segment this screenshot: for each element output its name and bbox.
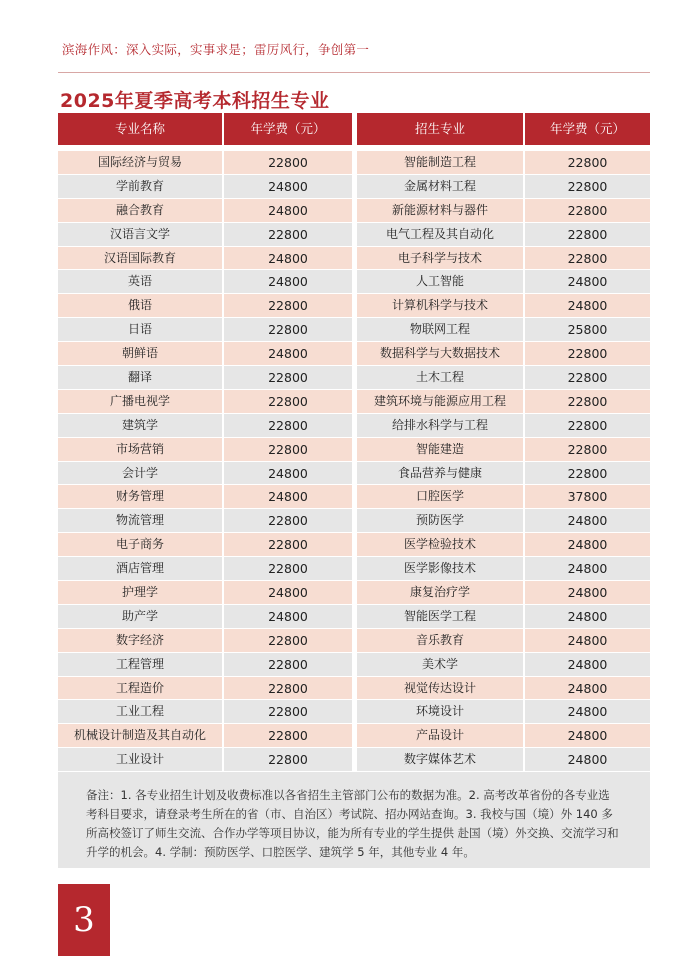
table-row — [58, 485, 650, 509]
tuition-cell: 22800 — [224, 629, 352, 652]
tuition-cell: 22800 — [525, 223, 650, 246]
major-name-cell: 建筑学 — [58, 414, 222, 437]
major-name-cell: 机械设计制造及其自动化 — [58, 724, 222, 747]
major-name-cell: 日语 — [58, 318, 222, 341]
table-row — [58, 294, 650, 318]
header-tagline: 滨海作风：深入实际，实事求是；雷厉风行，争创第一 — [62, 42, 370, 57]
tuition-cell: 22800 — [224, 509, 352, 532]
tuition-cell: 24800 — [224, 247, 352, 270]
enrollment-major-cell: 食品营养与健康 — [357, 462, 523, 485]
tuition-cell: 22800 — [224, 294, 352, 317]
table-row — [58, 724, 650, 748]
table-row — [58, 700, 650, 724]
major-name-cell: 财务管理 — [58, 485, 222, 508]
tuition-cell: 22800 — [525, 151, 650, 174]
major-name-cell: 融合教育 — [58, 199, 222, 222]
table-row — [58, 581, 650, 605]
tuition-cell: 22800 — [224, 700, 352, 723]
header-tuition-right: 年学费（元） — [525, 113, 650, 145]
tuition-cell: 24800 — [224, 485, 352, 508]
table-row — [58, 462, 650, 486]
tuition-cell: 22800 — [525, 438, 650, 461]
tuition-cell: 24800 — [525, 629, 650, 652]
major-name-cell: 数字经济 — [58, 629, 222, 652]
major-name-cell: 护理学 — [58, 581, 222, 604]
tuition-cell: 22800 — [224, 533, 352, 556]
major-name-cell: 工程管理 — [58, 653, 222, 676]
enrollment-major-cell: 音乐教育 — [357, 629, 523, 652]
tuition-cell: 37800 — [525, 485, 650, 508]
notes-box: 备注：1. 各专业招生计划及收费标准以各省招生主管部门公布的数据为准。2. 高考改革省份的各专业选考科目要求，请登录考生所在的省（市、自治区）考试院、招办网站查询。3. 我校与国（境）外 140 多所高校签订了师生交流、合作办学等项目协议，能为所有专业的学生提供 赴国（境）外交换、交流学习和升学的机会。4. 学制：预防医学、口腔医学、建筑学 5 年，其他专业 4 年。 — [58, 772, 650, 868]
table-row — [58, 509, 650, 533]
enrollment-major-cell: 视觉传达设计 — [357, 677, 523, 700]
enrollment-major-cell: 康复治疗学 — [357, 581, 523, 604]
header-divider — [58, 72, 650, 73]
enrollment-major-cell: 给排水科学与工程 — [357, 414, 523, 437]
tuition-cell: 22800 — [224, 151, 352, 174]
enrollment-major-cell: 建筑环境与能源应用工程 — [357, 390, 523, 413]
major-name-cell: 国际经济与贸易 — [58, 151, 222, 174]
tuition-cell: 22800 — [224, 724, 352, 747]
major-name-cell: 工业设计 — [58, 748, 222, 771]
tuition-cell: 22800 — [224, 748, 352, 771]
major-name-cell: 广播电视学 — [58, 390, 222, 413]
major-name-cell: 汉语言文学 — [58, 223, 222, 246]
tuition-cell: 24800 — [224, 605, 352, 628]
major-name-cell: 朝鲜语 — [58, 342, 222, 365]
tuition-cell: 22800 — [224, 318, 352, 341]
enrollment-major-cell: 土木工程 — [357, 366, 523, 389]
table-row — [58, 318, 650, 342]
enrollment-major-cell: 物联网工程 — [357, 318, 523, 341]
major-name-cell: 工程造价 — [58, 677, 222, 700]
enrollment-major-cell: 人工智能 — [357, 270, 523, 293]
tuition-cell: 24800 — [525, 605, 650, 628]
header-enrollment-major: 招生专业 — [357, 113, 523, 145]
table-row — [58, 247, 650, 271]
tuition-cell: 24800 — [525, 677, 650, 700]
tuition-cell: 24800 — [525, 581, 650, 604]
tuition-cell: 24800 — [224, 581, 352, 604]
tuition-cell: 22800 — [525, 342, 650, 365]
tuition-cell: 24800 — [224, 462, 352, 485]
header-major-name: 专业名称 — [58, 113, 222, 145]
enrollment-major-cell: 医学检验技术 — [357, 533, 523, 556]
table-row — [58, 605, 650, 629]
tuition-cell: 24800 — [224, 270, 352, 293]
enrollment-major-cell: 智能医学工程 — [357, 605, 523, 628]
major-name-cell: 英语 — [58, 270, 222, 293]
table-row — [58, 151, 650, 175]
tuition-cell: 22800 — [224, 653, 352, 676]
major-name-cell: 助产学 — [58, 605, 222, 628]
enrollment-major-cell: 电子科学与技术 — [357, 247, 523, 270]
tuition-cell: 22800 — [224, 677, 352, 700]
table-row — [58, 629, 650, 653]
enrollment-major-cell: 数字媒体艺术 — [357, 748, 523, 771]
tuition-cell: 22800 — [224, 223, 352, 246]
enrollment-major-cell: 产品设计 — [357, 724, 523, 747]
table-row — [58, 653, 650, 677]
tuition-cell: 24800 — [525, 294, 650, 317]
enrollment-major-cell: 金属材料工程 — [357, 175, 523, 198]
enrollment-major-cell: 口腔医学 — [357, 485, 523, 508]
tuition-cell: 24800 — [525, 724, 650, 747]
page-title: 2025年夏季高考本科招生专业 — [60, 90, 330, 112]
major-name-cell: 俄语 — [58, 294, 222, 317]
tuition-cell: 22800 — [525, 414, 650, 437]
tuition-cell: 24800 — [525, 748, 650, 771]
enrollment-major-cell: 美术学 — [357, 653, 523, 676]
tuition-cell: 24800 — [525, 653, 650, 676]
enrollment-major-cell: 计算机科学与技术 — [357, 294, 523, 317]
major-name-cell: 物流管理 — [58, 509, 222, 532]
tuition-cell: 22800 — [224, 557, 352, 580]
major-name-cell: 电子商务 — [58, 533, 222, 556]
major-name-cell: 汉语国际教育 — [58, 247, 222, 270]
table-row — [58, 557, 650, 581]
table-row — [58, 270, 650, 294]
table-row — [58, 223, 650, 247]
tuition-cell: 22800 — [224, 390, 352, 413]
table-row — [58, 366, 650, 390]
enrollment-major-cell: 医学影像技术 — [357, 557, 523, 580]
table-body — [58, 151, 650, 772]
tuition-cell: 24800 — [224, 342, 352, 365]
tuition-cell: 22800 — [525, 366, 650, 389]
table-row — [58, 414, 650, 438]
enrollment-major-cell: 预防医学 — [357, 509, 523, 532]
major-name-cell: 翻译 — [58, 366, 222, 389]
header-tuition-left: 年学费（元） — [224, 113, 352, 145]
enrollment-major-cell: 智能建造 — [357, 438, 523, 461]
tuition-cell: 22800 — [525, 247, 650, 270]
tuition-cell: 22800 — [224, 438, 352, 461]
tuition-cell: 22800 — [525, 462, 650, 485]
table-row — [58, 199, 650, 223]
table-row — [58, 438, 650, 462]
tuition-cell: 22800 — [525, 390, 650, 413]
page-number-badge: 3 — [58, 884, 110, 956]
tuition-cell: 24800 — [525, 509, 650, 532]
tuition-cell: 24800 — [525, 700, 650, 723]
tuition-cell: 24800 — [224, 199, 352, 222]
major-name-cell: 会计学 — [58, 462, 222, 485]
tuition-cell: 24800 — [525, 557, 650, 580]
major-name-cell: 市场营销 — [58, 438, 222, 461]
table-row — [58, 677, 650, 701]
tuition-cell: 22800 — [525, 175, 650, 198]
table-row — [58, 342, 650, 366]
major-name-cell: 酒店管理 — [58, 557, 222, 580]
tuition-cell: 22800 — [525, 199, 650, 222]
enrollment-major-cell: 新能源材料与器件 — [357, 199, 523, 222]
tuition-cell: 24800 — [224, 175, 352, 198]
tuition-cell: 25800 — [525, 318, 650, 341]
major-name-cell: 学前教育 — [58, 175, 222, 198]
major-name-cell: 工业工程 — [58, 700, 222, 723]
table-row — [58, 533, 650, 557]
tuition-cell: 24800 — [525, 270, 650, 293]
table-row — [58, 175, 650, 199]
tuition-cell: 24800 — [525, 533, 650, 556]
tuition-table — [58, 113, 650, 772]
table-header-row — [58, 113, 650, 145]
enrollment-major-cell: 智能制造工程 — [357, 151, 523, 174]
table-row — [58, 390, 650, 414]
enrollment-major-cell: 电气工程及其自动化 — [357, 223, 523, 246]
table-row — [58, 748, 650, 772]
tuition-cell: 22800 — [224, 414, 352, 437]
tuition-cell: 22800 — [224, 366, 352, 389]
enrollment-major-cell: 数据科学与大数据技术 — [357, 342, 523, 365]
enrollment-major-cell: 环境设计 — [357, 700, 523, 723]
